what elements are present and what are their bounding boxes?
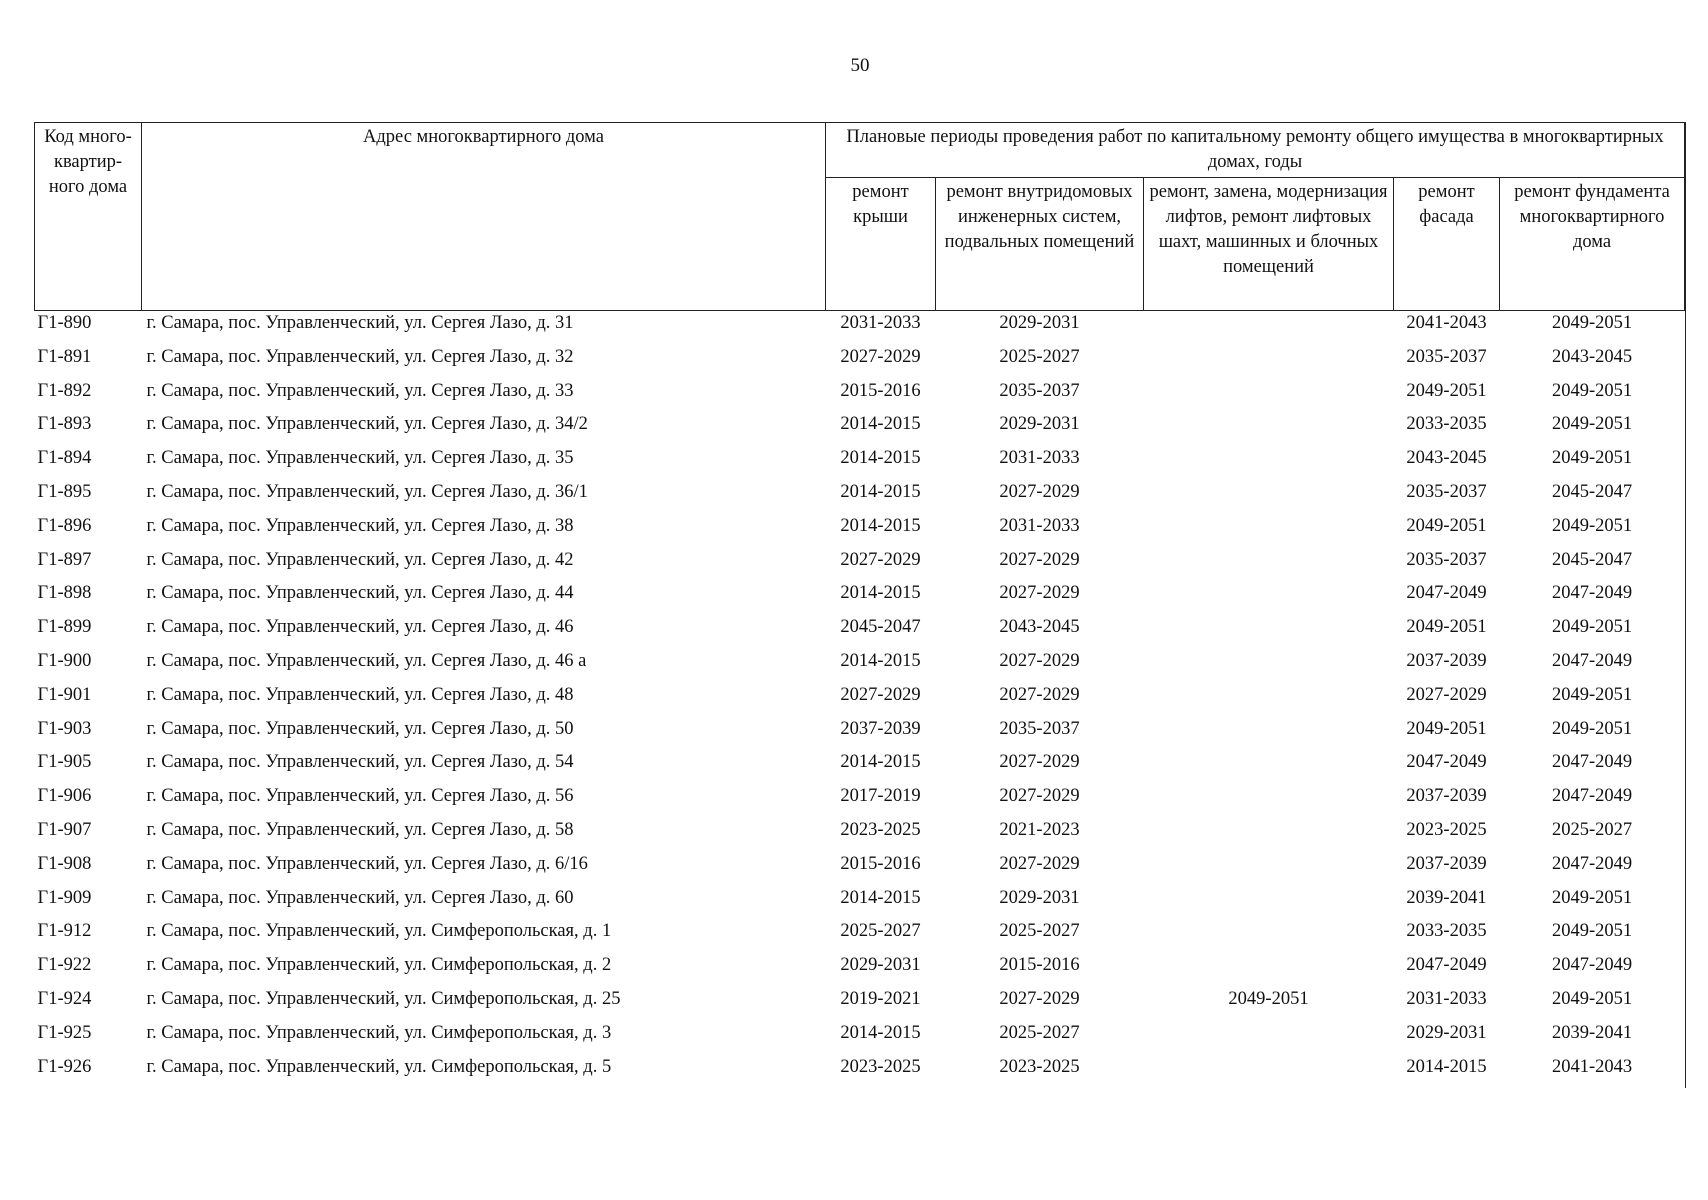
table-row	[35, 919, 1685, 953]
header-facade: ремонт фасада	[1394, 178, 1500, 311]
cell-code: Г1-924	[37, 988, 92, 1009]
cell-engineering: 2027-2029	[999, 786, 1080, 807]
cell-facade: 2033-2035	[1406, 414, 1487, 435]
cell-engineering: 2035-2037	[999, 718, 1080, 739]
cell-code: Г1-909	[37, 887, 92, 908]
table-row	[35, 480, 1685, 514]
cell-lifts	[1144, 784, 1394, 818]
cell-roof: 2027-2029	[840, 684, 921, 705]
cell-code: Г1-891	[37, 346, 92, 367]
cell-foundation: 2049-2051	[1551, 414, 1633, 435]
cell-roof: 2023-2025	[840, 819, 921, 840]
cell-facade: 2043-2045	[1406, 448, 1487, 469]
table-row	[35, 818, 1685, 852]
cell-roof: 2014-2015	[840, 583, 921, 604]
table-row	[35, 886, 1685, 920]
cell-roof: 2014-2015	[840, 650, 921, 671]
cell-foundation: 2049-2051	[1551, 448, 1633, 469]
cell-roof: 2014-2015	[840, 414, 921, 435]
cell-foundation: 2045-2047	[1551, 549, 1633, 570]
cell-lifts	[1144, 548, 1394, 582]
cell-facade: 2047-2049	[1406, 752, 1487, 773]
cell-lifts	[1144, 345, 1394, 379]
cell-code: Г1-905	[37, 752, 92, 773]
cell-code: Г1-893	[37, 414, 92, 435]
header-address: Адрес многоквартирного дома	[142, 123, 826, 311]
table-row	[35, 953, 1685, 987]
cell-lifts	[1144, 953, 1394, 987]
cell-roof: 2014-2015	[840, 887, 921, 908]
cell-roof: 2023-2025	[840, 1056, 921, 1077]
cell-engineering: 2027-2029	[999, 583, 1080, 604]
table-row	[35, 615, 1685, 649]
cell-roof: 2014-2015	[840, 515, 921, 536]
table-row	[35, 1055, 1685, 1089]
cell-code: Г1-896	[37, 515, 92, 536]
cell-facade: 2027-2029	[1406, 684, 1487, 705]
cell-roof: 2017-2019	[840, 786, 921, 807]
cell-foundation: 2049-2051	[1551, 887, 1633, 908]
cell-engineering: 2025-2027	[999, 346, 1080, 367]
cell-address: г. Самара, пос. Управленческий, ул. Сергея Лазо, д. 46	[146, 617, 574, 638]
cell-code: Г1-897	[37, 549, 92, 570]
cell-code: Г1-925	[37, 1022, 92, 1043]
cell-address: г. Самара, пос. Управленческий, ул. Сергея Лазо, д. 56	[146, 786, 574, 807]
cell-engineering: 2029-2031	[999, 414, 1080, 435]
table-row	[35, 345, 1685, 379]
table-row	[35, 412, 1685, 446]
header-engineering: ремонт внутридомовых инженерных систем, подвальных помещений	[936, 178, 1144, 311]
cell-address: г. Самара, пос. Управленческий, ул. Сергея Лазо, д. 58	[146, 819, 574, 840]
header-code: Код много-квартир-ного дома	[35, 123, 142, 311]
cell-lifts	[1144, 480, 1394, 514]
table-row	[35, 683, 1685, 717]
cell-facade: 2035-2037	[1406, 481, 1487, 502]
cell-address: г. Самара, пос. Управленческий, ул. Сергея Лазо, д. 33	[146, 380, 574, 401]
cell-address: г. Самара, пос. Управленческий, ул. Сергея Лазо, д. 42	[146, 549, 574, 570]
cell-facade: 2049-2051	[1406, 718, 1487, 739]
header-foundation: ремонт фундамента многоквартирного дома	[1500, 178, 1685, 311]
cell-foundation: 2039-2041	[1551, 1022, 1633, 1043]
cell-roof: 2014-2015	[840, 448, 921, 469]
cell-engineering: 2027-2029	[999, 988, 1080, 1009]
table-row	[35, 581, 1685, 615]
cell-code: Г1-906	[37, 786, 92, 807]
table-row	[35, 446, 1685, 480]
cell-address: г. Самара, пос. Управленческий, ул. Сергея Лазо, д. 31	[146, 313, 574, 333]
table-row	[35, 750, 1685, 784]
cell-code: Г1-912	[37, 921, 92, 942]
cell-engineering: 2027-2029	[999, 853, 1080, 874]
cell-address: г. Самара, пос. Управленческий, ул. Симферопольская, д. 1	[146, 921, 612, 942]
table-row	[35, 311, 1685, 345]
cell-lifts	[1144, 446, 1394, 480]
cell-foundation: 2049-2051	[1551, 718, 1633, 739]
cell-roof: 2015-2016	[840, 853, 921, 874]
cell-lifts	[1144, 1055, 1394, 1089]
cell-engineering: 2027-2029	[999, 650, 1080, 671]
cell-address: г. Самара, пос. Управленческий, ул. Сергея Лазо, д. 36/1	[146, 481, 588, 502]
cell-roof: 2029-2031	[840, 955, 921, 976]
cell-engineering: 2025-2027	[999, 1022, 1080, 1043]
cell-roof: 2031-2033	[840, 313, 921, 333]
cell-engineering: 2031-2033	[999, 515, 1080, 536]
cell-facade: 2041-2043	[1406, 313, 1487, 333]
table-row	[35, 649, 1685, 683]
cell-foundation: 2047-2049	[1551, 650, 1633, 671]
cell-code: Г1-892	[37, 380, 92, 401]
table-row	[35, 717, 1685, 751]
cell-lifts	[1144, 683, 1394, 717]
cell-roof: 2027-2029	[840, 346, 921, 367]
cell-lifts	[1144, 750, 1394, 784]
cell-lifts	[1144, 818, 1394, 852]
cell-engineering: 2029-2031	[999, 313, 1080, 333]
cell-engineering: 2021-2023	[999, 819, 1080, 840]
table-row	[35, 1021, 1685, 1055]
cell-lifts	[1144, 919, 1394, 953]
cell-address: г. Самара, пос. Управленческий, ул. Сергея Лазо, д. 32	[146, 346, 574, 367]
cell-address: г. Самара, пос. Управленческий, ул. Сергея Лазо, д. 6/16	[146, 853, 588, 874]
table-row	[35, 379, 1685, 413]
header-roof: ремонт крыши	[826, 178, 936, 311]
cell-engineering: 2031-2033	[999, 448, 1080, 469]
cell-lifts	[1144, 1021, 1394, 1055]
cell-foundation: 2041-2043	[1551, 1056, 1633, 1077]
cell-address: г. Самара, пос. Управленческий, ул. Сергея Лазо, д. 50	[146, 718, 574, 739]
cell-foundation: 2049-2051	[1551, 313, 1633, 333]
cell-roof: 2019-2021	[840, 988, 921, 1009]
cell-address: г. Самара, пос. Управленческий, ул. Сергея Лазо, д. 48	[146, 684, 574, 705]
cell-address: г. Самара, пос. Управленческий, ул. Сергея Лазо, д. 38	[146, 515, 574, 536]
cell-code: Г1-890	[37, 313, 92, 333]
cell-engineering: 2023-2025	[999, 1056, 1080, 1077]
table-body	[35, 311, 1685, 1089]
cell-foundation: 2049-2051	[1551, 988, 1633, 1009]
cell-address: г. Самара, пос. Управленческий, ул. Сергея Лазо, д. 44	[146, 583, 574, 604]
cell-foundation: 2047-2049	[1551, 583, 1633, 604]
cell-roof: 2014-2015	[840, 752, 921, 773]
cell-lifts	[1144, 514, 1394, 548]
cell-facade: 2031-2033	[1406, 988, 1487, 1009]
cell-foundation: 2049-2051	[1551, 617, 1633, 638]
cell-roof: 2045-2047	[840, 617, 921, 638]
cell-lifts	[1144, 379, 1394, 413]
cell-engineering: 2027-2029	[999, 549, 1080, 570]
cell-facade: 2033-2035	[1406, 921, 1487, 942]
cell-facade: 2047-2049	[1406, 955, 1487, 976]
cell-roof: 2037-2039	[840, 718, 921, 739]
cell-facade: 2039-2041	[1406, 887, 1487, 908]
cell-foundation: 2049-2051	[1551, 380, 1633, 401]
cell-lifts	[1144, 852, 1394, 886]
cell-code: Г1-894	[37, 448, 92, 469]
cell-foundation: 2047-2049	[1551, 853, 1633, 874]
table-row	[35, 548, 1685, 582]
cell-lifts	[1144, 412, 1394, 446]
cell-facade: 2049-2051	[1406, 380, 1487, 401]
cell-lifts	[1144, 649, 1394, 683]
cell-facade: 2035-2037	[1406, 549, 1487, 570]
cell-facade: 2035-2037	[1406, 346, 1487, 367]
table-row	[35, 514, 1685, 548]
cell-engineering: 2029-2031	[999, 887, 1080, 908]
cell-facade: 2037-2039	[1406, 786, 1487, 807]
cell-address: г. Самара, пос. Управленческий, ул. Симферопольская, д. 3	[146, 1022, 612, 1043]
cell-foundation: 2047-2049	[1551, 752, 1633, 773]
cell-facade: 2023-2025	[1406, 819, 1487, 840]
cell-lifts	[1144, 717, 1394, 751]
cell-engineering: 2027-2029	[999, 481, 1080, 502]
cell-address: г. Самара, пос. Управленческий, ул. Сергея Лазо, д. 34/2	[146, 414, 588, 435]
cell-engineering: 2027-2029	[999, 684, 1080, 705]
cell-engineering: 2015-2016	[999, 955, 1080, 976]
cell-roof: 2015-2016	[840, 380, 921, 401]
cell-facade: 2037-2039	[1406, 853, 1487, 874]
cell-foundation: 2025-2027	[1551, 819, 1633, 840]
table-header	[35, 123, 1685, 311]
cell-code: Г1-900	[37, 650, 92, 671]
cell-code: Г1-908	[37, 853, 92, 874]
cell-lifts	[1144, 581, 1394, 615]
cell-engineering: 2025-2027	[999, 921, 1080, 942]
cell-lifts	[1144, 311, 1394, 345]
cell-foundation: 2049-2051	[1551, 515, 1633, 536]
repair-plan-table-wrap	[34, 122, 1686, 1088]
cell-code: Г1-898	[37, 583, 92, 604]
repair-plan-table	[34, 122, 1685, 1088]
cell-engineering: 2027-2029	[999, 752, 1080, 773]
cell-address: г. Самара, пос. Управленческий, ул. Симферопольская, д. 2	[146, 955, 612, 976]
table-row	[35, 987, 1685, 1021]
cell-roof: 2027-2029	[840, 549, 921, 570]
cell-roof: 2025-2027	[840, 921, 921, 942]
cell-address: г. Самара, пос. Управленческий, ул. Сергея Лазо, д. 46 а	[146, 650, 587, 671]
page-number: 50	[850, 55, 870, 76]
cell-address: г. Самара, пос. Управленческий, ул. Симферопольская, д. 5	[146, 1056, 612, 1077]
cell-code: Г1-907	[37, 819, 92, 840]
table-row	[35, 784, 1685, 818]
cell-address: г. Самара, пос. Управленческий, ул. Симферопольская, д. 25	[146, 988, 621, 1009]
cell-foundation: 2045-2047	[1551, 481, 1633, 502]
cell-facade: 2037-2039	[1406, 650, 1487, 671]
cell-foundation: 2047-2049	[1551, 786, 1633, 807]
cell-address: г. Самара, пос. Управленческий, ул. Сергея Лазо, д. 60	[146, 887, 574, 908]
cell-foundation: 2049-2051	[1551, 921, 1633, 942]
cell-code: Г1-922	[37, 955, 92, 976]
cell-engineering: 2035-2037	[999, 380, 1080, 401]
cell-engineering: 2043-2045	[999, 617, 1080, 638]
cell-code: Г1-901	[37, 684, 92, 705]
cell-facade: 2014-2015	[1406, 1056, 1487, 1077]
cell-code: Г1-903	[37, 718, 92, 739]
cell-code: Г1-926	[37, 1056, 92, 1077]
header-lifts: ремонт, замена, модернизация лифтов, ремонт лифтовых шахт, машинных и блочных помещений	[1144, 178, 1394, 311]
cell-facade: 2029-2031	[1406, 1022, 1487, 1043]
cell-foundation: 2047-2049	[1551, 955, 1633, 976]
cell-foundation: 2043-2045	[1551, 346, 1633, 367]
cell-code: Г1-895	[37, 481, 92, 502]
cell-code: Г1-899	[37, 617, 92, 638]
cell-address: г. Самара, пос. Управленческий, ул. Сергея Лазо, д. 54	[146, 752, 574, 773]
cell-facade: 2047-2049	[1406, 583, 1487, 604]
cell-facade: 2049-2051	[1406, 617, 1487, 638]
cell-lifts	[1144, 886, 1394, 920]
cell-lifts	[1144, 615, 1394, 649]
header-periods-group: Плановые периоды проведения работ по капитальному ремонту общего имущества в многоквартирных домах, годы	[826, 123, 1685, 178]
cell-roof: 2014-2015	[840, 481, 921, 502]
cell-facade: 2049-2051	[1406, 515, 1487, 536]
table-row	[35, 852, 1685, 886]
cell-roof: 2014-2015	[840, 1022, 921, 1043]
cell-address: г. Самара, пос. Управленческий, ул. Сергея Лазо, д. 35	[146, 448, 574, 469]
cell-foundation: 2049-2051	[1551, 684, 1633, 705]
cell-lifts: 2049-2051	[1228, 988, 1309, 1009]
